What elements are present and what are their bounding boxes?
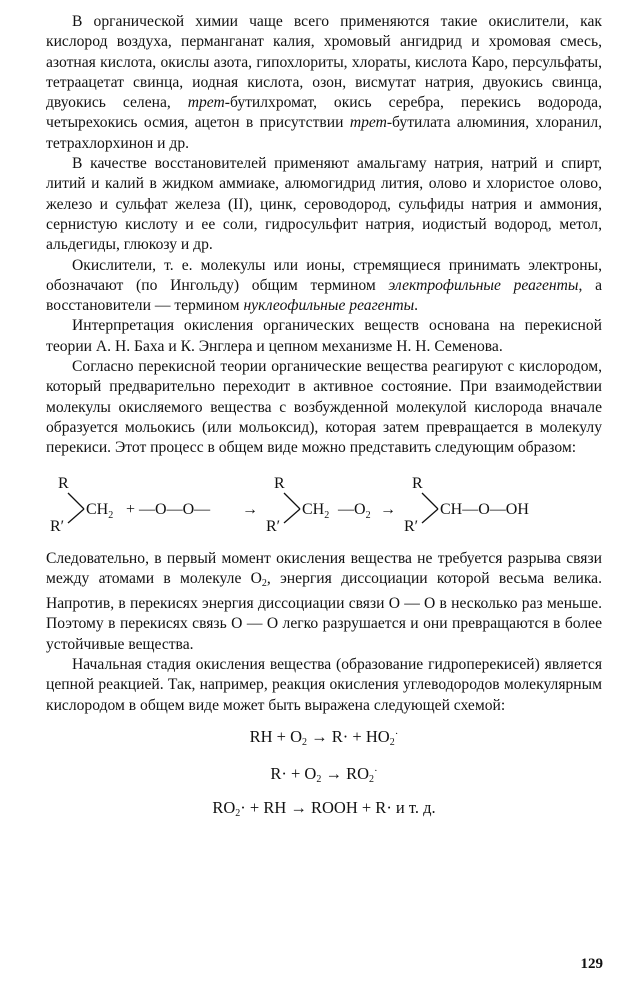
scheme-ch2-2: $CH_2$ [302, 500, 330, 521]
paragraph-reducers: В качестве восстановителей применяют амальгаму натрия, натрий и спирт, литий и калий в жидком аммиаке, алюмогидрид лития, олово и хлористое олово, железо и сульфат железа (II), цинк, сероводород, сульфиды натрия и аммония, сернистую кислоту и ее соли, гидросульфит натрия, иодистый водород, метол, альдегиды, глюкозу и др. [46, 155, 602, 254]
bond-line [284, 509, 300, 523]
bond-line [422, 509, 438, 523]
bond-line [68, 493, 84, 509]
text-run: -бутилата алюминия, хлоранил, тетрахлорхинон и др. [46, 114, 603, 152]
text-run: . [414, 297, 419, 315]
text-run: В органической химии чаще всего применяются такие окислители, как кислород воздуха, перманганат калия, хромовый ангидрид и хромовая смесь, азотная кислота, окислы азота, гипохлориты, хлораты, кислота Каро, персульфаты, тетраацетат свинца, иодная кислота, озон, висмутат натрия, двуокись свинца, двуокись селена, [46, 13, 602, 112]
scheme-r-1: R [58, 474, 69, 492]
scheme-r-2: R [274, 474, 285, 492]
scheme-r-prime-2: R′ [266, 517, 281, 535]
scheme-r-prime-3: R′ [404, 517, 419, 535]
text-run: , энергия диссоциации которой весьма велика. Напротив, в перекисях энергия диссоциации связи O — O в несколько раз меньше. Поэтому в перекисях связь O — O легко разрушается и они превращаются в более устойчивые вещества. [46, 569, 602, 653]
text-run: Следовательно, в первый момент окисления вещества не требуется разрыва связи между атомами в молекуле O [46, 549, 602, 587]
scheme-plus-oo: + —O—O— [126, 500, 211, 518]
scheme-o2-link: $—O_2$ [338, 500, 371, 521]
equation-3: $RO_2\cdot$ + RH → ROOH + R· и т. д. [212, 797, 436, 819]
text-run: , а восстановители — термином [46, 276, 603, 315]
equation-2: $R\cdot + O_2 \to RO_2^\cdot$ [270, 763, 378, 785]
bond-line [284, 493, 300, 509]
paragraph-peroxide-theory: Согласно перекисной теории органические вещества реагируют с кислородом, который предварительно переходит в активное состояние. При взаимодействии молекулы окисляемого вещества с возбужденной молекулой кислорода вначале образуется мольокись (или мольоксид), которая затем превращается в молекулу перекиси. Этот процесс в общем виде можно представить следующим образом: [46, 358, 602, 457]
paragraph-ingold-terms [46, 256, 602, 317]
bond-line [68, 509, 84, 523]
scheme-r-prime-1: R′ [50, 517, 65, 535]
italic-term: трет [349, 114, 387, 132]
italic-term: трет [187, 94, 225, 112]
paragraph-consequence [46, 549, 602, 655]
scheme-arrow-2: → [380, 500, 396, 518]
subscript: 2 [261, 577, 267, 589]
paragraph-interpretation: Интерпретация окисления органических веществ основана на перекисной теории А. Н. Баха и К. Энглера и цепном механизме Н. Н. Семенова. [46, 317, 602, 355]
scheme-arrow-1: → [242, 500, 258, 518]
text-run: Окислители, т. е. молекулы или ионы, стремящиеся принимать электроны, обозначают (по Ингольду) общим термином [46, 256, 602, 294]
paragraph-oxidizers [46, 12, 602, 154]
equation-1: RH + $O_2 \to R\cdot + HO_2^\cdot$ [249, 726, 399, 748]
page-content [46, 12, 602, 828]
scheme-r-3: R [412, 474, 423, 492]
page-number: 129 [580, 956, 603, 972]
paragraph-chain-reaction: Начальная стадия окисления вещества (образование гидроперекисей) является цепной реакцией. Так, например, реакция окисления углеводородов молекулярным кислородом в общем виде может быть выражена следующей схемой: [46, 656, 602, 714]
reaction-scheme [46, 467, 602, 543]
bond-line [422, 493, 438, 509]
text-run: -бутилхромат, окись серебра, перекись водорода, четырехокись осмия, ацетон в присутствии [46, 94, 602, 132]
chain-equations [46, 720, 602, 828]
scheme-ch2-1: $CH_2$ [86, 500, 114, 521]
italic-term-nucleophilic: нуклеофильные реагенты [243, 297, 415, 315]
scheme-ch-ooh: CH—O—OH [440, 500, 529, 518]
reaction-scheme-drawing [46, 467, 602, 543]
italic-term-electrophilic: электрофильные реагенты [388, 276, 579, 294]
